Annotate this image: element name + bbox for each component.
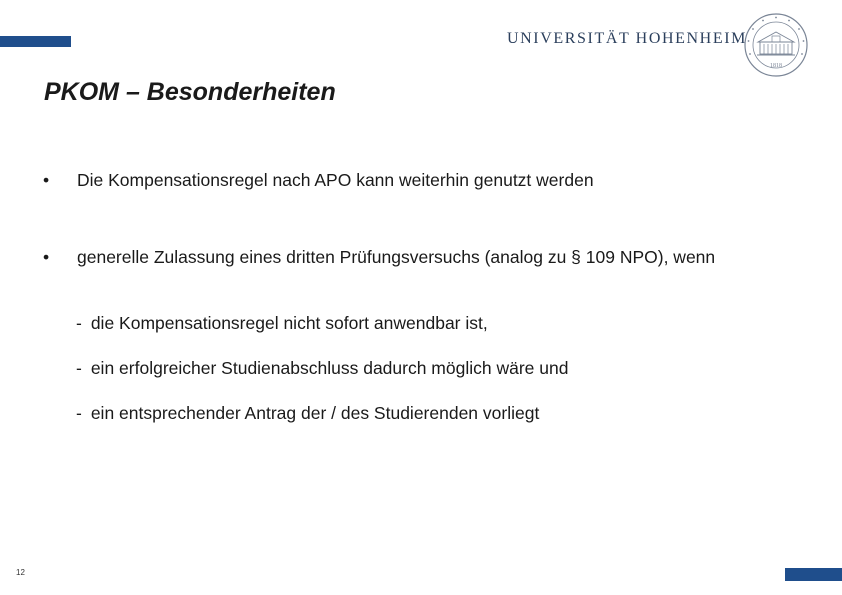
university-name: UNIVERSITÄT HOHENHEIM bbox=[507, 30, 747, 47]
bullet-marker: • bbox=[43, 170, 50, 190]
sub-list-item bbox=[76, 402, 539, 425]
bullet-text: Die Kompensationsregel nach APO kann weiterhin genutzt werden bbox=[77, 170, 594, 190]
university-seal-logo bbox=[741, 12, 811, 78]
sub-list-item bbox=[76, 357, 568, 380]
bottom-accent-bar bbox=[785, 568, 842, 581]
svg-text:1818: 1818 bbox=[770, 63, 782, 69]
slide-title: PKOM – Besonderheiten bbox=[44, 78, 336, 106]
bullet-text: generelle Zulassung eines dritten Prüfungsversuchs (analog zu § 109 NPO), wenn bbox=[77, 247, 716, 267]
sub-item-text: ein erfolgreicher Studienabschluss dadurch möglich wäre und bbox=[90, 358, 569, 378]
sub-item-text: ein entsprechender Antrag der / des Studierenden vorliegt bbox=[90, 403, 540, 423]
page-number: 12 bbox=[16, 568, 25, 577]
sub-list-item bbox=[76, 312, 488, 335]
bullet-marker: • bbox=[43, 247, 50, 267]
dash-marker: - bbox=[76, 358, 82, 378]
dash-marker: - bbox=[76, 403, 82, 423]
top-accent-bar bbox=[0, 36, 71, 47]
dash-marker: - bbox=[76, 313, 82, 333]
sub-item-text: die Kompensationsregel nicht sofort anwendbar ist, bbox=[90, 313, 488, 333]
